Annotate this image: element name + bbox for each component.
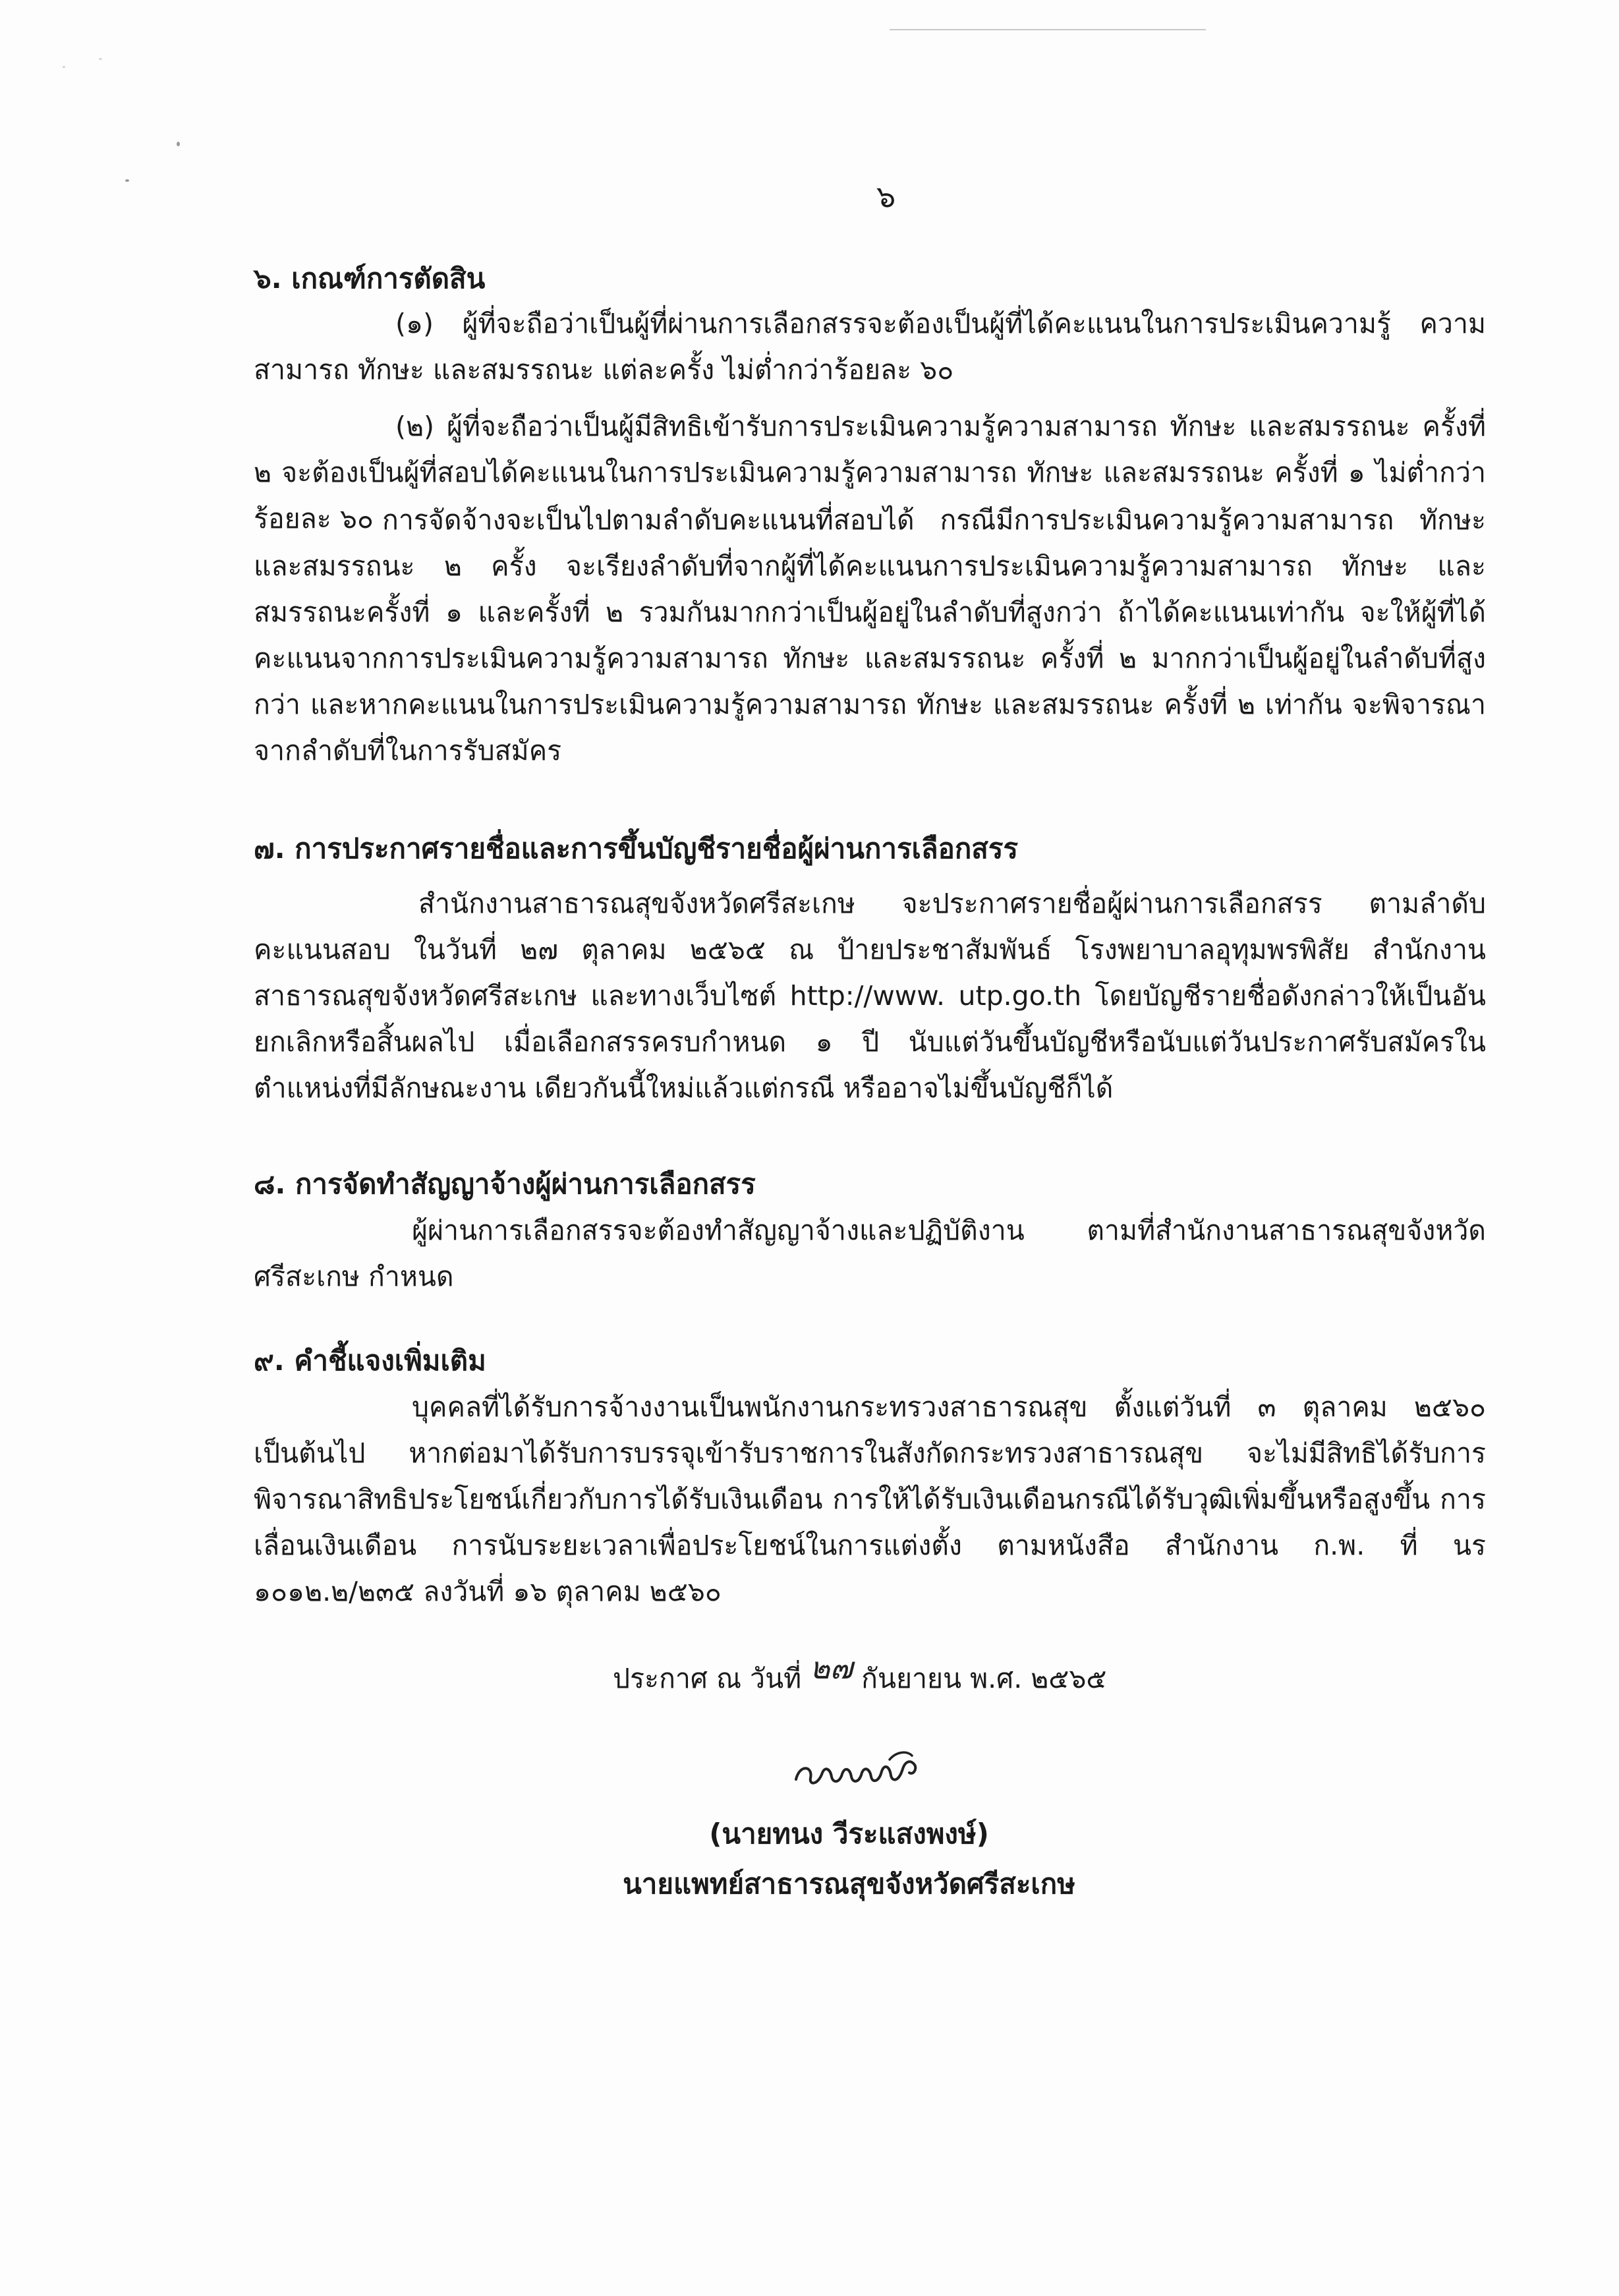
announcement-date [613, 1650, 1107, 1702]
announcement-prefix: ประกาศ ณ วันที่ [613, 1663, 802, 1694]
scan-speck [177, 142, 180, 146]
section-6-heading: ๖. เกณฑ์การตัดสิน [254, 262, 486, 295]
scan-speck [99, 58, 102, 60]
signer-title: นายแพทย์สาธารณสุขจังหวัดศรีสะเกษ [623, 1868, 1075, 1900]
section-7-paragraph: สำนักงานสาธารณสุขจังหวัดศรีสะเกษ จะประกาศรายชื่อผู้ผ่านการเลือกสรร ตามลำดับคะแนนสอบ ในวันที่ ๒๗ ตุลาคม ๒๕๖๕ ณ ป้ายประชาสัมพันธ์ โรงพยาบาลอุทุมพรพิสัย สำนักงานสาธารณสุขจังหวัดศรีสะเกษ และทางเว็บไซต์ http://www. utp.go.th โดยบัญชีรายชื่อดังกล่าวให้เป็นอันยกเลิกหรือสิ้นผลไป เมื่อเลือกสรรครบกำหนด ๑ ปี นับแต่วันขึ้นบัญชีหรือนับแต่วันประกาศรับสมัครในตำแหน่งที่มีลักษณะงาน เดียวกันนี้ใหม่แล้วแต่กรณี หรืออาจไม่ขึ้นบัญชีก็ได้ [254, 888, 1486, 1104]
page-number: ๖ [876, 179, 896, 214]
section-8-paragraph: ผู้ผ่านการเลือกสรรจะต้องทำสัญญาจ้างและปฏิบัติงาน ตามที่สำนักงานสาธารณสุขจังหวัดศรีสะเกษ กำหนด [254, 1215, 1486, 1292]
scan-speck [63, 66, 65, 68]
scan-edge-line [890, 29, 1206, 30]
section-8-heading: ๘. การจัดทำสัญญาจ้างผู้ผ่านการเลือกสรร [254, 1168, 756, 1200]
section-6-paragraph: การจัดจ้างจะเป็นไปตามลำดับคะแนนที่สอบได้ กรณีมีการประเมินความรู้ความสามารถ ทักษะ และสมรรถนะ ๒ ครั้ง จะเรียงลำดับที่จากผู้ที่ได้คะแนนการประเมินความรู้ความสามารถ ทักษะ และสมรรถนะครั้งที่ ๑ และครั้งที่ ๒ รวมกันมากกว่าเป็นผู้อยู่ในลำดับที่สูงกว่า ถ้าได้คะแนนเท่ากัน จะให้ผู้ที่ได้คะแนนจากการประเมินความรู้ความสามารถ ทักษะ และสมรรถนะ ครั้งที่ ๒ มากกว่าเป็นผู้อยู่ในลำดับที่สูงกว่า และหากคะแนนในการประเมินความรู้ความสามารถ ทักษะ และสมรรถนะ ครั้งที่ ๒ เท่ากัน จะพิจารณาจากลำดับที่ในการรับสมัคร [254, 504, 1486, 766]
signature [791, 1746, 942, 1799]
signer-name: (นายทนง วีระแสงพงษ์) [709, 1818, 989, 1850]
section-6-item-2: (๒) ผู้ที่จะถือว่าเป็นผู้มีสิทธิเข้ารับการประเมินความรู้ความสามารถ ทักษะ และสมรรถนะ ครั้งที่ ๒ จะต้องเป็นผู้ที่สอบได้คะแนนในการประเมินความรู้ความสามารถ ทักษะ และสมรรถนะ ครั้งที่ ๑ ไม่ต่ำกว่าร้อยละ ๖๐ [254, 411, 1486, 534]
section-6-item-1: (๑) ผู้ที่จะถือว่าเป็นผู้ที่ผ่านการเลือกสรรจะต้องเป็นผู้ที่ได้คะแนนในการประเมินความรู้ ความสามารถ ทักษะ และสมรรถนะ แต่ละครั้ง ไม่ต่ำกว่าร้อยละ ๖๐ [254, 308, 1486, 386]
announcement-suffix: กันยายน พ.ศ. ๒๕๖๕ [861, 1663, 1107, 1694]
scan-speck [125, 179, 129, 182]
handwritten-day: ๒๗ [810, 1650, 853, 1686]
section-7-heading: ๗. การประกาศรายชื่อและการขึ้นบัญชีรายชื่อผู้ผ่านการเลือกสรร [254, 832, 1019, 865]
section-9-paragraph: บุคคลที่ได้รับการจ้างงานเป็นพนักงานกระทรวงสาธารณสุข ตั้งแต่วันที่ ๓ ตุลาคม ๒๕๖๐ เป็นต้นไป หากต่อมาได้รับการบรรจุเข้ารับราชการในสังกัดกระทรวงสาธารณสุข จะไม่มีสิทธิได้รับการพิจารณาสิทธิประโยชน์เกี่ยวกับการได้รับเงินเดือน การให้ได้รับเงินเดือนกรณีได้รับวุฒิเพิ่มขึ้นหรือสูงขึ้น การเลื่อนเงินเดือน การนับระยะเวลาเพื่อประโยชน์ในการแต่งตั้ง ตามหนังสือ สำนักงาน ก.พ. ที่ นร ๑๐๑๒.๒/๒๓๕ ลงวันที่ ๑๖ ตุลาคม ๒๕๖๐ [254, 1391, 1486, 1607]
section-9-heading: ๙. คำชี้แจงเพิ่มเติม [254, 1344, 486, 1377]
